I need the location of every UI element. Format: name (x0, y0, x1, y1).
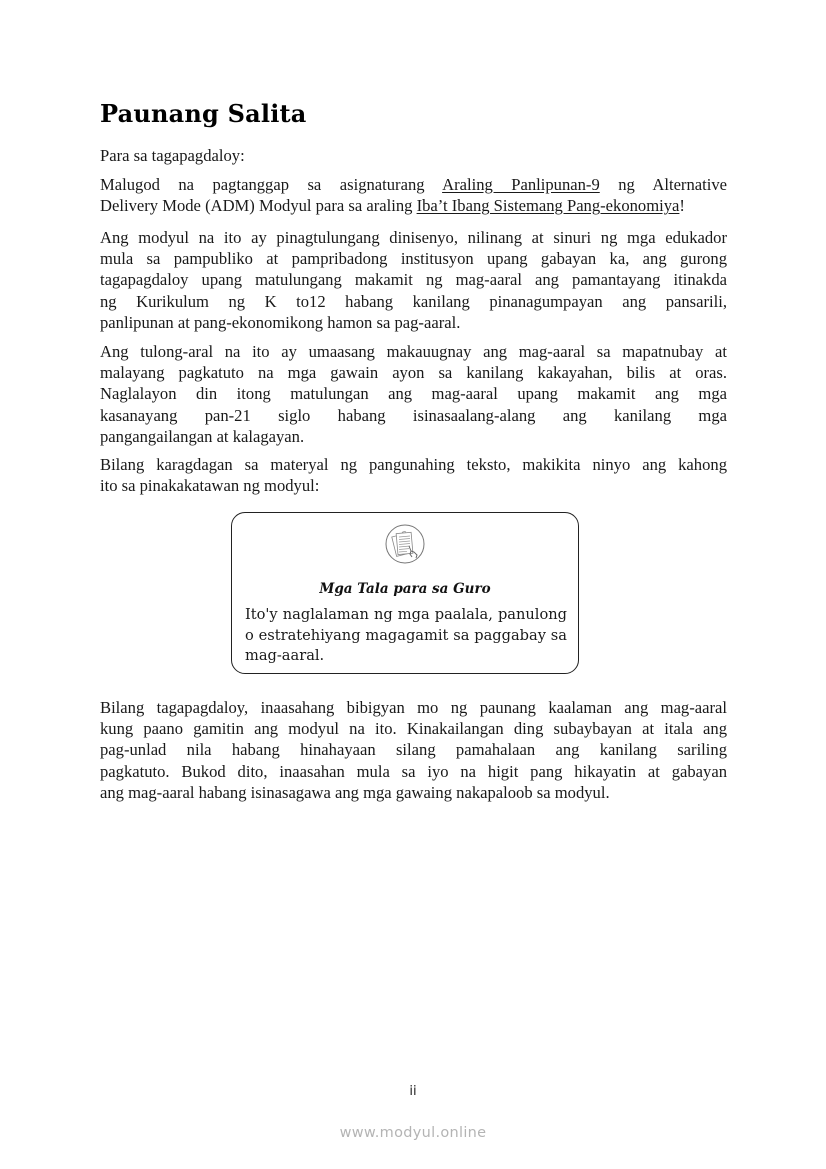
text-span: Delivery Mode (ADM) Modyul para sa araling (100, 196, 417, 216)
teacher-notes-icon (385, 524, 425, 564)
teacher-notes-box (231, 512, 579, 674)
paragraph-line: ito sa pinakakatawan ng modyul: (100, 476, 320, 496)
page-number: ii (409, 1084, 417, 1099)
paragraph-line: mula sa pampubliko at pampribadong institusyon upang gabayan ka, ang gurong (100, 249, 727, 269)
paragraph-line: panlipunan at pang-ekonomikong hamon sa pag-aaral. (100, 312, 461, 332)
facilitator-paragraph (100, 697, 727, 803)
paragraph-line: pagkatuto. Bukod dito, inaasahan mula sa iyo na higit pang hikayatin at gabayan (100, 761, 727, 781)
learning-aid-paragraph (100, 341, 727, 447)
paragraph-line: Bilang tagapagdaloy, inaasahang bibigyan mo ng paunang kaalaman ang mag-aaral (100, 698, 727, 717)
greeting-text (100, 145, 727, 166)
box-body (245, 605, 567, 667)
box-line: o estratehiyang magagamit sa paggabay sa (245, 626, 567, 644)
lesson-link[interactable]: Iba’t Ibang Sistemang Pang-ekonomiya (416, 196, 680, 216)
paragraph-line: Bilang karagdagan sa materyal ng pangunahing teksto, makikita ninyo ang kahong (100, 455, 727, 474)
paragraph-line: malayang pagkatuto na mga gawain ayon sa kanilang kakayahan, bilis at oras. (100, 363, 727, 383)
paragraph-line: Naglalayon din itong matulungan ang mag-aaral upang makamit ang mga (100, 384, 727, 404)
box-title: Mga Tala para sa Guro (319, 581, 491, 597)
paragraph-line: tagapagdaloy upang matulungang makamit ng mag-aaral ang pamantayang itinakda (100, 270, 727, 290)
paragraph-line: kung paano gamitin ang modyul na ito. Kinakailangan ding subaybayan at itala ang (100, 719, 727, 739)
paragraph-line: Ang modyul na ito ay pinagtulungang dinisenyo, nilinang at sinuri ng mga edukador (100, 228, 727, 247)
greeting-line: Para sa tagapagdaloy: (100, 146, 245, 165)
module-design-paragraph (100, 227, 727, 333)
paragraph-line: pag-unlad nila habang hinahayaan silang pamahalaan ang kanilang sariling (100, 740, 727, 760)
paragraph-line: ang mag-aaral habang isinasagawa ang mga gawaing nakapaloob sa modyul. (100, 782, 610, 802)
text-span: Malugod na pagtanggap sa asignaturang (100, 175, 443, 194)
box-line: mag-aaral. (245, 647, 325, 664)
paragraph-line: ng Kurikulum ng K to12 habang kanilang pinanagumpayan ang pansarili, (100, 291, 727, 311)
paragraph-line: pangangailangan at kalagayan. (100, 426, 305, 446)
text-span: ng Alternative (599, 175, 728, 194)
page-title: Paunang Salita (100, 99, 307, 128)
watermark: www.modyul.online (339, 1125, 487, 1141)
welcome-paragraph (100, 174, 727, 216)
box-line: Ito'y naglalaman ng mga paalala, panulong (245, 606, 567, 623)
subject-link[interactable]: Araling Panlipunan-9 (442, 175, 600, 194)
text-span: ! (679, 196, 685, 216)
paragraph-line (100, 174, 727, 195)
paragraph-line: kasanayang pan-21 siglo habang isinasaalang-alang ang kanilang mga (100, 405, 727, 425)
paragraph-line (100, 195, 727, 216)
paragraph-line: Ang tulong-aral na ito ay umaasang makauugnay ang mag-aaral sa mapatnubay at (100, 342, 727, 361)
box-intro-paragraph (100, 454, 727, 496)
